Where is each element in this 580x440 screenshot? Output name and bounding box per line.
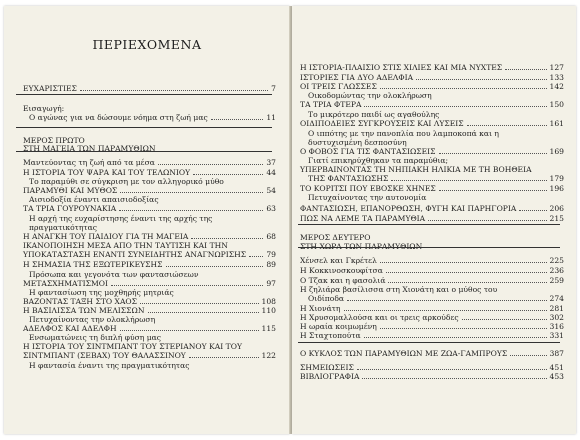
section-rule [298, 342, 560, 343]
toc-entry-page-number: 142 [549, 82, 564, 91]
toc-entry-title: Η αρχή της ευχαρίστησης έναντι της αρχής της [29, 214, 213, 223]
toc-entry-page-number: 108 [261, 297, 276, 306]
toc-entry-page-number: 97 [266, 279, 276, 288]
toc-entry-title: ΤΟ ΚΟΡΙΤΣΙ ΠΟΥ ΕΒΟΣΚΕ ΧΗΝΕΣ [300, 184, 436, 193]
toc-entry-page-number: 236 [549, 266, 564, 275]
toc-entry-title: ΑΔΕΛΦΟΣ ΚΑΙ ΑΔΕΛΦΗ [23, 324, 117, 333]
toc-entry-page-number: 127 [549, 63, 564, 72]
toc-entry-page-number: 79 [266, 250, 276, 259]
toc-entry-title: ΜΕΡΟΣ ΔΕΥΤΕΡΟ [300, 233, 371, 242]
toc-entry-page-number: 451 [549, 363, 564, 372]
toc-entry-page-number: 169 [549, 147, 564, 156]
dot-leader [362, 378, 546, 379]
toc-entry-page-number: 133 [549, 73, 564, 82]
section-rule [298, 224, 560, 225]
toc-entry-title: Η Κοκκινοσκουφίτσα [300, 266, 383, 275]
dot-leader [189, 357, 259, 358]
toc-entry-page-number: 331 [549, 331, 564, 340]
toc-entry-title: δυστυχισμένη δεσποσύνη [308, 138, 407, 147]
dot-leader [380, 88, 547, 89]
toc-entry-title: ΙΚΑΝΟΠΟΙΗΣΗ ΜΕΣΑ ΑΠΟ ΤΗΝ ΤΑΥΤΙΣΗ ΚΑΙ ΤΗΝ [23, 241, 228, 250]
toc-entry-title: ΤΗΣ ΦΑΝΤΑΣΙΩΣΗΣ [308, 174, 389, 183]
toc-entry-title: Οικοδομώντας την ολοκλήρωση [308, 91, 432, 100]
toc-entry-title: Η ΑΝΑΓΚΗ ΤΟΥ ΠΑΙΔΙΟΥ ΓΙΑ ΤΗ ΜΑΓΕΙΑ [23, 232, 189, 241]
toc-entry-page-number: 11 [266, 113, 276, 122]
toc-entry-page-number: 225 [549, 256, 564, 265]
toc-entry-title: Η ΙΣΤΟΡΙΑ-ΠΛΑΙΣΙΟ ΣΤΙΣ ΧΙΛΙΕΣ ΚΑΙ ΜΙΑ ΝΥΧΤΕΣ [300, 63, 503, 72]
dot-leader [416, 79, 546, 80]
toc-entry-page-number: 453 [549, 372, 564, 381]
toc-entry-title: ΣΙΝΤΜΠΑΝΤ (ΣΕΒΑΧ) ΤΟΥ ΘΑΛΑΣΣΙΝΟΥ [23, 351, 186, 360]
toc-entry-page-number: 316 [549, 322, 564, 331]
toc-entry-page-number: 150 [549, 100, 564, 109]
toc-entry-title: Η Χρυσομαλλούσα και οι τρεις αρκούδες [300, 313, 459, 322]
toc-entry-title: ΣΗΜΕΙΩΣΕΙΣ [300, 363, 354, 372]
toc-entry-title: Ενσωματώνεις τη διπλή φύση μας [29, 333, 162, 342]
toc-entry-title: Μαντεύοντας τη ζωή από τα μέσα [23, 158, 155, 167]
dot-leader [120, 330, 259, 331]
dot-leader [462, 319, 547, 320]
toc-entry-title: πραγματικότητας [29, 223, 98, 232]
dot-leader [439, 153, 547, 154]
toc-entry-page-number: 115 [261, 324, 276, 333]
toc-entry-title: ΠΩΣ ΝΑ ΛΕΜΕ ΤΑ ΠΑΡΑΜΥΘΙΑ [300, 214, 426, 223]
toc-entry-title: Η Σταχτοπούτα [300, 331, 361, 340]
dot-leader [467, 125, 547, 126]
toc-entry-page-number: 44 [266, 168, 276, 177]
toc-entry-page-number: 54 [266, 186, 276, 195]
toc-entry-page-number: 302 [549, 313, 564, 322]
toc-entry-title: Η ωραία κοιμωμένη [300, 322, 377, 331]
dot-leader [158, 164, 263, 165]
dot-leader [344, 310, 547, 311]
toc-entry-title: ΥΠΟΚΑΤΑΣΤΑΣΗ ΕΝΑΝΤΙ ΣΥΝΕΙΔΗΤΗΣ ΑΝΑΓΝΩΡΙΣΗΣ [23, 250, 247, 259]
toc-entry-title: Το παραμύθι σε σύγκριση με τον αλληγορικό μύθο [29, 177, 224, 186]
toc-entry-title: ΥΠΕΡΒΑΙΝΟΝΤΑΣ ΤΗ ΝΗΠΙΑΚΗ ΗΛΙΚΙΑ ΜΕ ΤΗ ΒΟΗΘΕΙΑ [300, 165, 532, 174]
dot-leader [140, 303, 258, 304]
toc-entry-page-number: 7 [271, 84, 276, 93]
toc-entry-page-number: 122 [261, 351, 276, 360]
toc-entry-title: Οιδίποδα [308, 294, 345, 303]
toc-entry-page-number: 68 [266, 232, 276, 241]
toc-entry-title: Η ζηλιάρα βασίλισσα στη Χιονάτη και ο μύθος του [300, 285, 498, 294]
toc-entry-title: Το μικρότερο παιδί ως αγαθούλης [308, 110, 440, 119]
dot-leader [357, 369, 547, 370]
toc-entry-title: Χένσελ και Γκρέτελ [300, 256, 377, 265]
toc-entry-title: ΤΑ ΤΡΙΑ ΓΟΥΡΟΥΝΑΚΙΑ [23, 204, 117, 213]
dot-leader [166, 266, 264, 267]
toc-entry-title: Η Χιονάτη [300, 304, 341, 313]
toc-entry-title: Η φαντασίωση της μοχθηρής μητριάς [29, 288, 174, 297]
toc-entry-page-number: 110 [261, 306, 276, 315]
dot-leader [439, 190, 547, 191]
dot-leader [428, 220, 546, 221]
toc-entry-title: ΕΥΧΑΡΙΣΤΙΕΣ [23, 84, 77, 93]
dot-leader [380, 262, 547, 263]
toc-entry-title: Πετυχαίνοντας την αυτονομία [308, 193, 427, 202]
toc-entry-title: Ο ΦΟΒΟΣ ΓΙΑ ΤΙΣ ΦΑΝΤΑΣΙΩΣΕΙΣ [300, 147, 436, 156]
toc-entry-title: ΣΤΗ ΜΑΓΕΙΑ ΤΩΝ ΠΑΡΑΜΥΘΙΩΝ [23, 144, 156, 153]
toc-title: ΠΕΡΙΕΧΟΜΕΝΑ [92, 37, 202, 52]
right-page [292, 6, 576, 434]
dot-leader [148, 312, 259, 313]
dot-leader [519, 210, 546, 211]
toc-entry-page-number: 196 [549, 184, 564, 193]
section-rule [16, 127, 272, 128]
dot-leader [211, 119, 264, 120]
toc-entry-title: ΣΤΗ ΧΩΡΑ ΤΩΝ ΠΑΡΑΜΥΘΙΩΝ [300, 242, 423, 251]
dot-leader [388, 282, 546, 283]
dot-leader [505, 69, 546, 70]
dot-leader [120, 192, 263, 193]
left-page [4, 6, 290, 434]
dot-leader [111, 285, 263, 286]
toc-entry-title: ΜΕΤΑΣΧΗΜΑΤΙΣΜΟΙ [23, 279, 108, 288]
dot-leader [386, 272, 547, 273]
toc-entry-title: Η ΙΣΤΟΡΙΑ ΤΟΥ ΨΑΡΑ ΚΑΙ ΤΟΥ ΤΕΛΩΝΙΟΥ [23, 168, 191, 177]
toc-entry-page-number: 179 [549, 174, 564, 183]
toc-entry-title: ΙΣΤΟΡΙΕΣ ΓΙΑ ΔΥΟ ΑΔΕΛΦΙΑ [300, 73, 414, 82]
toc-entry-page-number: 274 [549, 294, 564, 303]
toc-entry-title: Ο ιππότης με την πανοπλία που λαμποκοπά και η [308, 129, 499, 138]
dot-leader [364, 337, 547, 338]
dot-leader [364, 106, 546, 107]
toc-entry-title: ΦΑΝΤΑΣΙΩΣΗ, ΕΠΑΝΟΡΘΩΣΗ, ΦΥΓΗ ΚΑΙ ΠΑΡΗΓΟΡΙΑ [300, 204, 517, 213]
toc-entry-page-number: 161 [549, 119, 564, 128]
toc-entry-title: Γιατί επικηρύχθηκαν τα παραμύθια; [308, 156, 449, 165]
toc-entry-title: ΟΙ ΤΡΕΙΣ ΓΛΩΣΣΕΣ [300, 82, 377, 91]
toc-entry-page-number: 215 [549, 214, 564, 223]
toc-entry-title: Εισαγωγή: [23, 104, 65, 113]
toc-entry-title: ΜΕΡΟΣ ΠΡΩΤΟ [23, 136, 85, 145]
dot-leader [119, 210, 263, 211]
toc-entry-page-number: 37 [266, 158, 276, 167]
dot-leader [380, 328, 547, 329]
toc-entry-title: Η ΙΣΤΟΡΙΑ ΤΟΥ ΣΙΝΤΜΠΑΝΤ ΤΟΥ ΣΤΕΡΙΑΝΟΥ ΚΑΙ ΤΟΥ [23, 342, 242, 351]
toc-entry-title: Αισιοδοξία έναντι απαισιοδοξίας [29, 195, 159, 204]
dot-leader [191, 238, 263, 239]
toc-entry-page-number: 259 [549, 276, 564, 285]
toc-entry-page-number: 89 [266, 260, 276, 269]
toc-entry-title: ΟΙΔΙΠΟΔΕΙΕΣ ΣΥΓΚΡΟΥΣΕΙΣ ΚΑΙ ΛΥΣΕΙΣ [300, 119, 464, 128]
toc-entry-title: Ο αγώνας για να δώσουμε νόημα στη ζωή μας [29, 113, 208, 122]
section-rule [298, 247, 560, 248]
dot-leader [80, 90, 268, 91]
dot-leader [347, 300, 546, 301]
toc-entry-title: Ο ΚΥΚΛΟΣ ΤΩΝ ΠΑΡΑΜΥΘΙΩΝ ΜΕ ΖΩΑ-ΓΑΜΠΡΟΥΣ [300, 349, 508, 358]
toc-entry-page-number: 387 [549, 349, 564, 358]
toc-entry-title: Η ΒΑΣΙΛΙΣΣΑ ΤΩΝ ΜΕΛΙΣΣΩΝ [23, 306, 145, 315]
toc-entry-page-number: 206 [549, 204, 564, 213]
dot-leader [391, 180, 546, 181]
toc-entry-page-number: 281 [549, 304, 564, 313]
toc-entry-title: ΠΑΡΑΜΥΘΙ ΚΑΙ ΜΥΘΟΣ [23, 186, 118, 195]
dot-leader [510, 355, 546, 356]
toc-entry-page-number: 63 [266, 204, 276, 213]
dot-leader [193, 174, 263, 175]
toc-entry-title: Η ΣΗΜΑΣΙΑ ΤΗΣ ΕΞΩΤΕΡΙΚΕΥΣΗΣ [23, 260, 163, 269]
toc-entry-title: ΒΙΒΛΙΟΓΡΑΦΙΑ [300, 372, 360, 381]
toc-entry-title: ΒΑΖΟΝΤΑΣ ΤΑΞΗ ΣΤΟ ΧΑΟΣ [23, 297, 138, 306]
dot-leader [249, 256, 263, 257]
toc-entry-title: Πρόσωπα και γεγονότα των φαντασιώσεων [29, 270, 199, 279]
toc-entry-title: Η φαντασία έναντι της πραγματικότητας [29, 361, 190, 370]
section-rule [16, 151, 272, 152]
toc-entry-title: ΤΑ ΤΡΙΑ ΦΤΕΡΑ [300, 100, 362, 109]
toc-entry-title: Ο Τζακ και η φασολιά [300, 276, 386, 285]
toc-entry-title: Πετυχαίνοντας την ολοκλήρωση [29, 315, 156, 324]
section-rule [16, 94, 272, 95]
